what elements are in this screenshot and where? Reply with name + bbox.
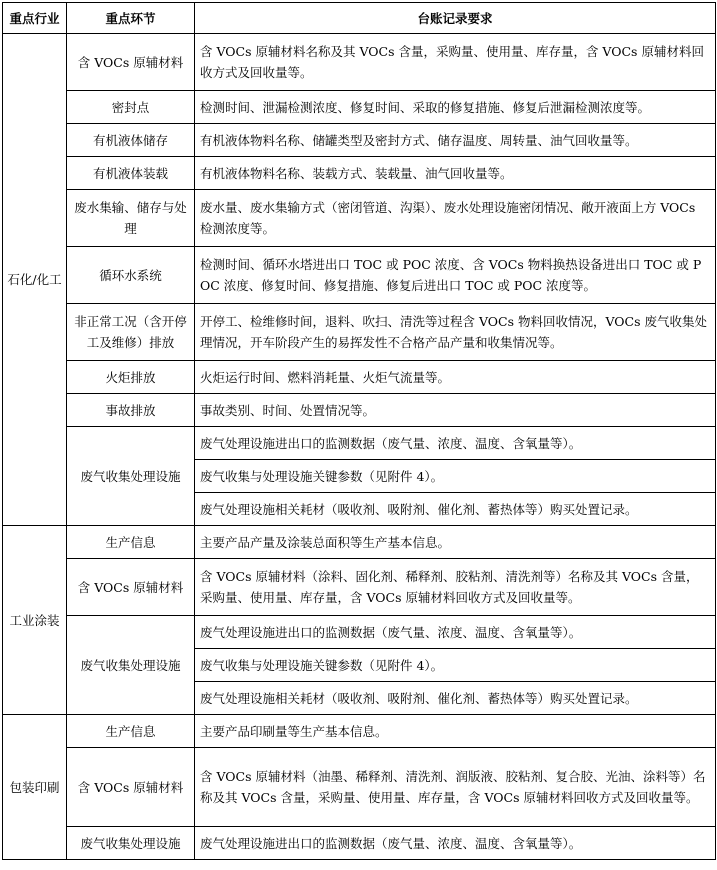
requirement-cell: 废气收集与处理设施关键参数（见附件 4）。	[195, 649, 716, 682]
requirement-cell: 废气收集与处理设施关键参数（见附件 4）。	[195, 460, 716, 493]
requirement-cell: 火炬运行时间、燃料消耗量、火炬气流量等。	[195, 361, 716, 394]
requirement-cell: 主要产品产量及涂装总面积等生产基本信息。	[195, 526, 716, 559]
table-row	[3, 827, 716, 860]
requirement-cell: 有机液体物料名称、装载方式、装载量、油气回收量等。	[195, 157, 716, 190]
table-row	[3, 748, 716, 827]
requirement-cell: 事故类别、时间、处置情况等。	[195, 394, 716, 427]
requirement-cell: 检测时间、循环水塔进出口 TOC 或 POC 浓度、含 VOCs 物料换热设备进出口 TOC 或 POC 浓度、修复时间、修复措施、修复后进出口 TOC 或 POC 浓度等。	[195, 247, 716, 304]
segment-cell: 废气收集处理设施	[67, 427, 195, 526]
requirement-cell: 检测时间、泄漏检测浓度、修复时间、采取的修复措施、修复后泄漏检测浓度等。	[195, 91, 716, 124]
table-row	[3, 304, 716, 361]
table-row	[3, 559, 716, 616]
header-segment: 重点环节	[67, 3, 195, 34]
requirement-cell: 废水量、废水集输方式（密闭管道、沟渠）、废水处理设施密闭情况、敞开液面上方 VOCs 检测浓度等。	[195, 190, 716, 247]
table-row	[3, 361, 716, 394]
segment-cell: 废气收集处理设施	[67, 616, 195, 715]
segment-cell: 有机液体储存	[67, 124, 195, 157]
segment-cell: 废水集输、储存与处理	[67, 190, 195, 247]
segment-cell: 含 VOCs 原辅材料	[67, 748, 195, 827]
table-row	[3, 34, 716, 91]
requirement-cell: 有机液体物料名称、储罐类型及密封方式、储存温度、周转量、油气回收量等。	[195, 124, 716, 157]
segment-cell: 密封点	[67, 91, 195, 124]
requirement-cell: 含 VOCs 原辅材料（油墨、稀释剂、清洗剂、润版液、胶粘剂、复合胶、光油、涂料等）名称及其 VOCs 含量，采购量、使用量、库存量，含 VOCs 原辅材料回收方式及回收量等。	[195, 748, 716, 827]
segment-cell: 事故排放	[67, 394, 195, 427]
industry-cell: 石化/化工	[3, 34, 67, 526]
industry-cell: 包装印刷	[3, 715, 67, 860]
table-row	[3, 526, 716, 559]
requirement-cell: 废气处理设施进出口的监测数据（废气量、浓度、温度、含氧量等）。	[195, 427, 716, 460]
requirement-cell: 含 VOCs 原辅材料（涂料、固化剂、稀释剂、胶粘剂、清洗剂等）名称及其 VOCs 含量，采购量、使用量、库存量，含 VOCs 原辅材料回收方式及回收量等。	[195, 559, 716, 616]
segment-cell: 循环水系统	[67, 247, 195, 304]
ledger-requirements-table	[2, 2, 716, 860]
header-industry: 重点行业	[3, 3, 67, 34]
segment-cell: 生产信息	[67, 526, 195, 559]
table-row	[3, 394, 716, 427]
segment-cell: 非正常工况（含开停工及维修）排放	[67, 304, 195, 361]
table-row	[3, 157, 716, 190]
table-row	[3, 616, 716, 649]
segment-cell: 含 VOCs 原辅材料	[67, 559, 195, 616]
requirement-cell: 开停工、检维修时间，退料、吹扫、清洗等过程含 VOCs 物料回收情况，VOCs 废气收集处理情况，开车阶段产生的易挥发性不合格产品产量和收集情况等。	[195, 304, 716, 361]
industry-cell: 工业涂装	[3, 526, 67, 715]
table-row	[3, 715, 716, 748]
requirement-cell: 废气处理设施相关耗材（吸收剂、吸附剂、催化剂、蓄热体等）购买处置记录。	[195, 493, 716, 526]
segment-cell: 有机液体装载	[67, 157, 195, 190]
table-row	[3, 124, 716, 157]
table-row	[3, 190, 716, 247]
segment-cell: 废气收集处理设施	[67, 827, 195, 860]
requirement-cell: 主要产品印刷量等生产基本信息。	[195, 715, 716, 748]
segment-cell: 含 VOCs 原辅材料	[67, 34, 195, 91]
requirement-cell: 废气处理设施相关耗材（吸收剂、吸附剂、催化剂、蓄热体等）购买处置记录。	[195, 682, 716, 715]
requirement-cell: 含 VOCs 原辅材料名称及其 VOCs 含量，采购量、使用量、库存量，含 VOCs 原辅材料回收方式及回收量等。	[195, 34, 716, 91]
segment-cell: 火炬排放	[67, 361, 195, 394]
segment-cell: 生产信息	[67, 715, 195, 748]
table-row	[3, 427, 716, 460]
table-row	[3, 247, 716, 304]
header-requirement: 台账记录要求	[195, 3, 716, 34]
requirement-cell: 废气处理设施进出口的监测数据（废气量、浓度、温度、含氧量等）。	[195, 827, 716, 860]
header-row	[3, 3, 716, 34]
requirement-cell: 废气处理设施进出口的监测数据（废气量、浓度、温度、含氧量等）。	[195, 616, 716, 649]
table-row	[3, 91, 716, 124]
